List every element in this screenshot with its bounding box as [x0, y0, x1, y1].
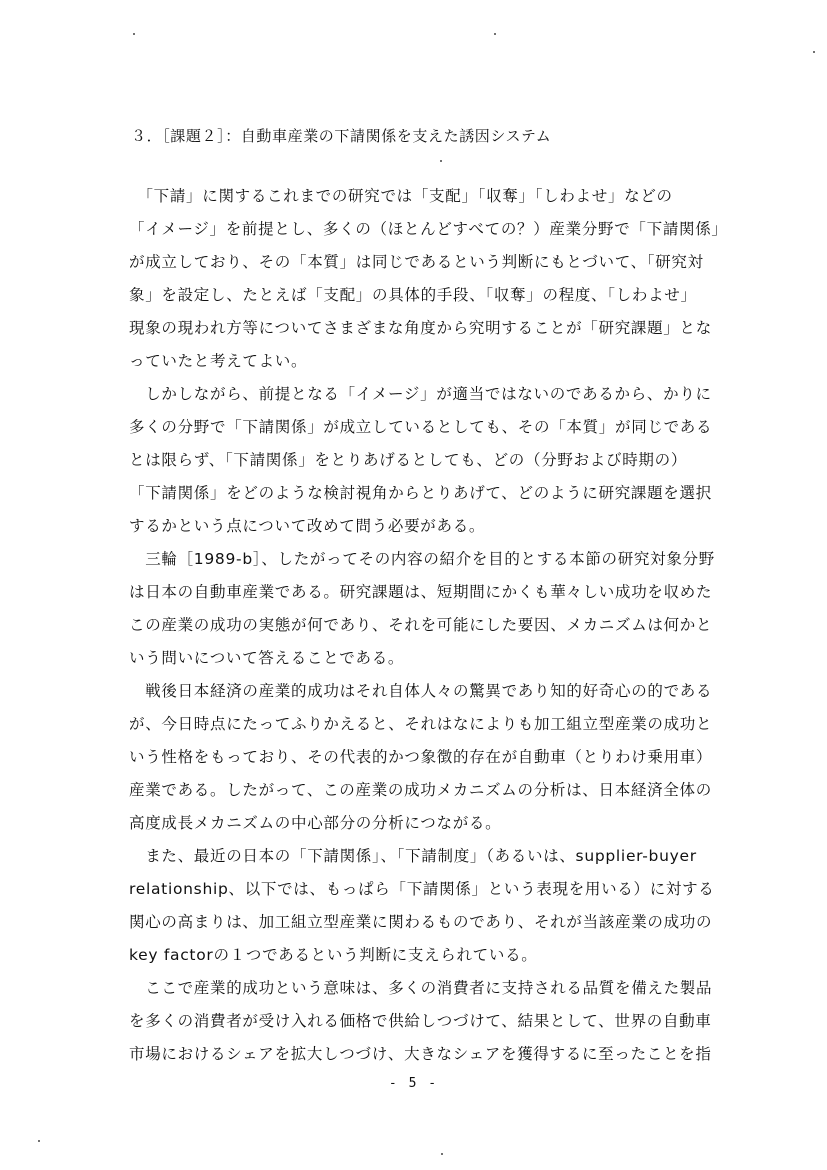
body-line: いう問いについて答えることである。: [129, 649, 405, 667]
body-line: 「イメージ」を前提とし、多くの（ほとんどすべての？）産業分野で「下請関係」: [129, 220, 728, 238]
body-line: また、最近の日本の「下請関係」、「下請制度」（あるいは、supplier-buyer: [129, 847, 697, 865]
body-line: 高度成長メカニズムの中心部分の分析につながる。: [129, 814, 502, 832]
page-number: - 5 -: [388, 1076, 439, 1091]
body-line: を多くの消費者が受け入れる価格で供給しつづけて、結果として、世界の自動車: [129, 1012, 712, 1030]
body-line: relationship、以下では、もっぱら「下請関係」という表現を用いる）に対する: [129, 880, 715, 898]
body-line: この産業の成功の実態が何であり、それを可能にした要因、メカニズムは何かと: [129, 616, 713, 634]
body-line: 関心の高まりは、加工組立型産業に関わるものであり、それが当該産業の成功の: [129, 913, 713, 931]
body-line: するかという点について改めて問う必要がある。: [129, 517, 486, 535]
body-line: が、今日時点にたってふりかえると、それはなによりも加工組立型産業の成功と: [129, 715, 713, 733]
body-line: とは限らず、「下請関係」をとりあげるとしても、どの（分野および時期の）: [129, 451, 688, 469]
body-line: 戦後日本経済の産業的成功はそれ自体人々の驚異であり知的好奇心の的である: [129, 682, 713, 700]
scan-speck: [440, 160, 442, 162]
body-line: 象」を設定し、たとえば「支配」の具体的手段、「収奪」の程度、「しわよせ」: [129, 286, 697, 304]
body-line: key factorの１つであるという判断に支えられている。: [129, 946, 538, 964]
body-line: は日本の自動車産業である。研究課題は、短期間にかくも華々しい成功を収めた: [129, 583, 713, 601]
body-line: っていたと考えてよい。: [129, 352, 308, 370]
scan-speck: [38, 1140, 40, 1142]
scan-speck: [441, 1153, 443, 1155]
body-line: が成立しており、その「本質」は同じであるという判断にもとづいて、「研究対: [129, 253, 704, 271]
body-line: 「下請」に関するこれまでの研究では「支配」「収奪」「しわよせ」などの: [129, 187, 673, 205]
body-line: 市場におけるシェアを拡大しつづけ、大きなシェアを獲得するに至ったことを指: [129, 1045, 712, 1063]
body-line: いう性格をもっており、その代表的かつ象徴的存在が自動車（とりわけ乗用車）: [129, 748, 713, 766]
scan-speck: [133, 33, 135, 35]
body-line: ここで産業的成功という意味は、多くの消費者に支持される品質を備えた製品: [129, 979, 713, 997]
body-line: しかしながら、前提となる「イメージ」が適当ではないのであるから、かりに: [129, 385, 712, 403]
body-line: 「下請関係」をどのような検討視角からとりあげて、どのように研究課題を選択: [129, 484, 712, 502]
body-line: 三輪［1989-b］、したがってその内容の紹介を目的とする本節の研究対象分野: [129, 550, 715, 568]
scan-speck: [813, 51, 815, 53]
scan-speck: [494, 33, 496, 35]
body-line: 産業である。したがって、この産業の成功メカニズムの分析は、日本経済全体の: [129, 781, 712, 799]
body-line: 多くの分野で「下請関係」が成立しているとしても、その「本質」が同じである: [129, 418, 713, 436]
section-heading: ３．［課題２］：自動車産業の下請関係を支えた誘因システム: [131, 127, 552, 145]
body-line: 現象の現われ方等についてさまざまな角度から究明することが「研究課題」とな: [129, 319, 712, 337]
